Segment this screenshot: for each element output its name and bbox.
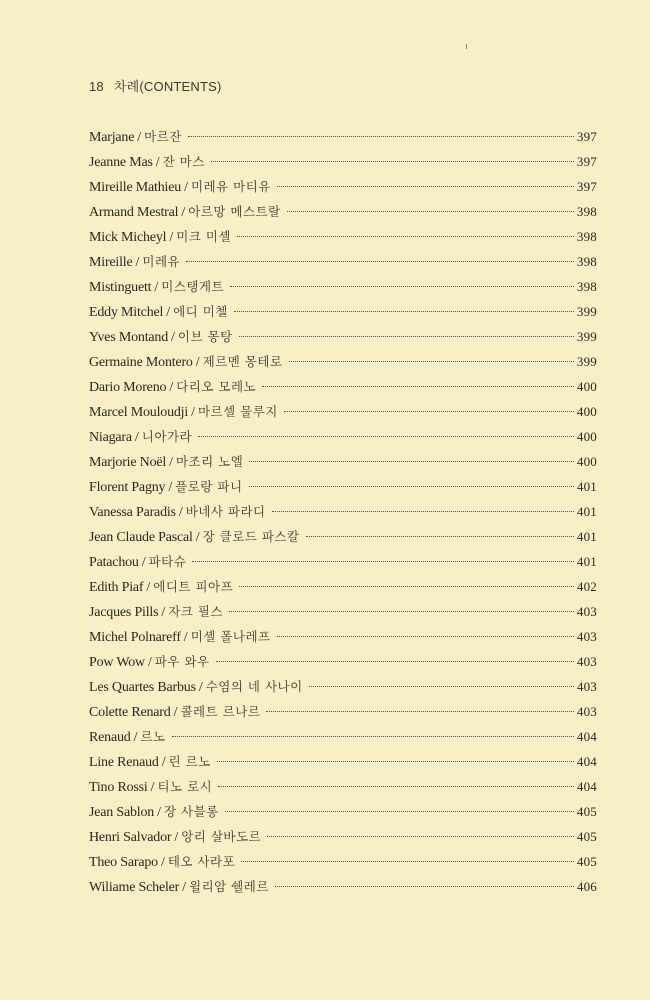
entry-page-number: 403 (576, 654, 597, 669)
entry-page-number: 404 (576, 729, 597, 744)
entry-separator: / (146, 580, 151, 595)
toc-entry (89, 249, 597, 274)
entry-title (89, 349, 283, 375)
entry-title (89, 124, 182, 150)
entry-page-number: 398 (576, 279, 597, 294)
entry-latin-name: Colette Renard (89, 705, 171, 720)
entry-page-number: 401 (576, 529, 597, 544)
entry-korean-name: 마르셀 물루지 (197, 404, 278, 419)
toc-entry (89, 649, 597, 674)
entry-page-number: 403 (576, 629, 597, 644)
toc-entry (89, 299, 597, 324)
entry-separator: / (166, 305, 171, 320)
entry-latin-name: Patachou (89, 555, 139, 570)
dot-leader (249, 486, 574, 487)
toc-entry (89, 524, 597, 549)
entry-page-number: 397 (576, 154, 597, 169)
entry-page-number: 398 (576, 204, 597, 219)
entry-separator: / (182, 880, 187, 895)
entry-page-number: 397 (576, 179, 597, 194)
toc-entry (89, 274, 597, 299)
dot-leader (188, 136, 574, 137)
entry-latin-name: Jean Sablon (89, 805, 155, 820)
entry-separator: / (154, 280, 159, 295)
entry-title (89, 674, 303, 700)
entry-page-number: 401 (576, 554, 597, 569)
entry-page-number: 405 (576, 804, 597, 819)
toc-entry (89, 324, 597, 349)
entry-korean-name: 미스탱게트 (161, 279, 225, 294)
entry-separator: / (168, 480, 173, 495)
entry-korean-name: 이브 몽탕 (177, 329, 233, 344)
entry-separator: / (157, 805, 161, 820)
entry-separator: / (147, 655, 152, 670)
entry-korean-name: 파타슈 (148, 554, 187, 569)
entry-title (89, 374, 256, 400)
entry-separator: / (174, 830, 179, 845)
entry-page-number: 403 (576, 679, 597, 694)
entry-separator: / (198, 680, 203, 695)
entry-separator: / (171, 330, 175, 345)
entry-separator: / (169, 455, 173, 470)
entry-korean-name: 테오 사라포 (167, 854, 236, 869)
entry-latin-name: Henri Salvador (89, 830, 172, 845)
toc-entry (89, 849, 597, 874)
entry-korean-name: 린 르노 (168, 754, 211, 769)
entry-separator: / (173, 705, 178, 720)
dot-leader (272, 511, 574, 512)
dot-leader (172, 736, 574, 737)
toc-entry (89, 349, 597, 374)
entry-korean-name: 미레유 마티유 (190, 179, 271, 194)
entry-title (89, 549, 186, 575)
entry-title (89, 774, 212, 800)
toc-entry (89, 124, 597, 149)
dot-leader (239, 336, 574, 337)
dot-leader (229, 611, 574, 612)
entry-latin-name: Dario Moreno (89, 380, 167, 395)
toc-entry (89, 399, 597, 424)
entry-korean-name: 바네사 파라디 (185, 504, 266, 519)
entry-separator: / (169, 380, 174, 395)
entry-separator: / (169, 230, 174, 245)
entry-korean-name: 파우 와우 (154, 654, 210, 669)
entry-korean-name: 미셸 폴나레프 (190, 629, 271, 644)
entry-separator: / (134, 430, 139, 445)
entry-separator: / (133, 730, 138, 745)
entry-korean-name: 장 사블롱 (163, 804, 219, 819)
entry-separator: / (183, 630, 188, 645)
entry-page-number: 403 (576, 604, 597, 619)
entry-page-number: 398 (576, 254, 597, 269)
entry-korean-name: 에디트 피아프 (153, 579, 234, 594)
entry-latin-name: Germaine Montero (89, 355, 193, 370)
entry-separator: / (191, 405, 195, 420)
dot-leader (216, 661, 574, 662)
entry-page-number: 404 (576, 779, 597, 794)
dot-leader (309, 686, 574, 687)
entry-page-number: 406 (576, 879, 597, 894)
toc-entry (89, 799, 597, 824)
dot-leader (241, 861, 574, 862)
entry-page-number: 405 (576, 854, 597, 869)
entry-page-number: 399 (576, 329, 597, 344)
entry-separator: / (184, 180, 188, 195)
entry-latin-name: Tino Rossi (89, 780, 148, 795)
entry-separator: / (195, 530, 200, 545)
entry-page-number: 399 (576, 354, 597, 369)
entry-title (89, 399, 278, 425)
entry-page-number: 400 (576, 454, 597, 469)
entry-separator: / (195, 355, 200, 370)
entry-separator: / (155, 155, 160, 170)
entry-latin-name: Eddy Mitchel (89, 305, 164, 320)
entry-latin-name: Armand Mestral (89, 205, 179, 220)
entry-page-number: 400 (576, 404, 597, 419)
entry-separator: / (135, 255, 140, 270)
entry-title (89, 199, 281, 225)
entry-korean-name: 티노 로시 (157, 779, 213, 794)
dot-leader (262, 386, 574, 387)
toc-entry (89, 224, 597, 249)
entry-title (89, 849, 235, 875)
entry-korean-name: 앙리 살바도르 (181, 829, 262, 844)
toc-entry (89, 149, 597, 174)
dot-leader (237, 236, 574, 237)
entry-latin-name: Florent Pagny (89, 480, 166, 495)
dot-leader (198, 436, 574, 437)
dot-leader (234, 311, 574, 312)
entry-title (89, 649, 210, 675)
entry-title (89, 824, 261, 850)
dot-leader (289, 361, 574, 362)
entry-latin-name: Marcel Mouloudji (89, 405, 189, 420)
entry-page-number: 404 (576, 754, 597, 769)
entry-page-number: 398 (576, 229, 597, 244)
toc-entry (89, 874, 597, 899)
entry-latin-name: Mireille (89, 255, 133, 270)
table-of-contents (89, 124, 597, 899)
toc-entry (89, 474, 597, 499)
entry-latin-name: Jacques Pills (89, 605, 159, 620)
entry-title (89, 599, 223, 625)
dot-leader (249, 461, 574, 462)
entry-title (89, 749, 211, 775)
entry-title (89, 699, 260, 725)
entry-latin-name: Marjane (89, 130, 135, 145)
entry-separator: / (160, 855, 165, 870)
entry-latin-name: Jean Claude Pascal (89, 530, 193, 545)
entry-page-number: 405 (576, 829, 597, 844)
entry-korean-name: 르노 (140, 729, 166, 744)
entry-page-number: 401 (576, 504, 597, 519)
entry-latin-name: Line Renaud (89, 755, 159, 770)
entry-latin-name: Mistinguett (89, 280, 152, 295)
entry-latin-name: Mireille Mathieu (89, 180, 182, 195)
entry-latin-name: Renaud (89, 730, 131, 745)
entry-korean-name: 미크 미셸 (176, 229, 231, 244)
toc-entry (89, 549, 597, 574)
page-title: 차례(CONTENTS) (113, 79, 222, 94)
entry-title (89, 499, 266, 525)
dot-leader (287, 211, 574, 212)
toc-entry (89, 449, 597, 474)
dot-leader (211, 161, 574, 162)
entry-title (89, 274, 224, 300)
entry-page-number: 400 (576, 429, 597, 444)
entry-title (89, 474, 243, 500)
entry-separator: / (137, 130, 142, 145)
entry-korean-name: 잔 마스 (162, 154, 205, 169)
dot-leader (217, 761, 574, 762)
entry-separator: / (178, 505, 183, 520)
entry-korean-name: 윌리암 쉘레르 (189, 879, 269, 894)
entry-page-number: 402 (576, 579, 597, 594)
dot-leader (186, 261, 574, 262)
toc-entry (89, 574, 597, 599)
entry-title (89, 324, 233, 350)
entry-page-number: 397 (576, 129, 597, 144)
dot-leader (267, 836, 574, 837)
dot-leader (192, 561, 574, 562)
entry-korean-name: 제르멘 몽테로 (202, 354, 283, 369)
entry-korean-name: 미레유 (142, 254, 181, 269)
entry-latin-name: Michel Polnareff (89, 630, 181, 645)
entry-title (89, 524, 300, 550)
entry-title (89, 449, 243, 475)
entry-page-number: 400 (576, 379, 597, 394)
entry-title (89, 874, 269, 900)
entry-page-number: 403 (576, 704, 597, 719)
entry-title (89, 249, 180, 275)
entry-title (89, 149, 205, 175)
entry-title (89, 299, 228, 325)
corner-mark (466, 44, 467, 49)
dot-leader (277, 636, 574, 637)
entry-latin-name: Jeanne Mas (89, 155, 153, 170)
toc-entry (89, 824, 597, 849)
dot-leader (284, 411, 574, 412)
entry-title (89, 724, 166, 750)
entry-latin-name: Pow Wow (89, 655, 145, 670)
entry-separator: / (161, 755, 166, 770)
entry-latin-name: Wiliame Scheler (89, 880, 180, 895)
entry-latin-name: Theo Sarapo (89, 855, 158, 870)
entry-latin-name: Edith Piaf (89, 580, 144, 595)
entry-title (89, 574, 233, 600)
entry-separator: / (150, 780, 155, 795)
toc-entry (89, 599, 597, 624)
dot-leader (277, 186, 574, 187)
entry-korean-name: 수염의 네 사나이 (205, 679, 303, 694)
entry-latin-name: Mick Micheyl (89, 230, 167, 245)
toc-entry (89, 624, 597, 649)
dot-leader (230, 286, 574, 287)
entry-korean-name: 장 클로드 파스칼 (202, 529, 300, 544)
entry-korean-name: 마조리 노엘 (175, 454, 244, 469)
page-header (89, 76, 222, 95)
entry-korean-name: 자크 필스 (168, 604, 224, 619)
dot-leader (225, 811, 574, 812)
toc-entry (89, 424, 597, 449)
dot-leader (306, 536, 574, 537)
toc-entry (89, 199, 597, 224)
entry-korean-name: 아르망 메스트랄 (188, 204, 281, 219)
entry-korean-name: 콜레트 르나르 (180, 704, 261, 719)
entry-title (89, 799, 219, 825)
entry-korean-name: 플로랑 파니 (175, 479, 243, 494)
toc-entry (89, 749, 597, 774)
toc-entry (89, 699, 597, 724)
entry-title (89, 174, 271, 200)
entry-korean-name: 에디 미첼 (173, 304, 228, 319)
entry-title (89, 424, 192, 450)
entry-separator: / (141, 555, 146, 570)
toc-entry (89, 499, 597, 524)
toc-entry (89, 374, 597, 399)
entry-page-number: 401 (576, 479, 597, 494)
entry-korean-name: 다리오 모레노 (176, 379, 257, 394)
entry-korean-name: 마르잔 (144, 129, 182, 144)
entry-korean-name: 니아가라 (141, 429, 193, 444)
toc-entry (89, 774, 597, 799)
entry-separator: / (161, 605, 166, 620)
toc-entry (89, 674, 597, 699)
dot-leader (266, 711, 574, 712)
entry-separator: / (181, 205, 186, 220)
entry-latin-name: Yves Montand (89, 330, 169, 345)
entry-latin-name: Les Quartes Barbus (89, 680, 196, 695)
entry-latin-name: Marjorie Noël (89, 455, 167, 470)
entry-latin-name: Vanessa Paradis (89, 505, 176, 520)
dot-leader (239, 586, 574, 587)
dot-leader (218, 786, 574, 787)
entry-title (89, 224, 231, 250)
dot-leader (275, 886, 574, 887)
entry-title (89, 624, 271, 650)
page-number: 18 (89, 79, 104, 94)
toc-entry (89, 174, 597, 199)
toc-entry (89, 724, 597, 749)
entry-page-number: 399 (576, 304, 597, 319)
entry-latin-name: Niagara (89, 430, 132, 445)
